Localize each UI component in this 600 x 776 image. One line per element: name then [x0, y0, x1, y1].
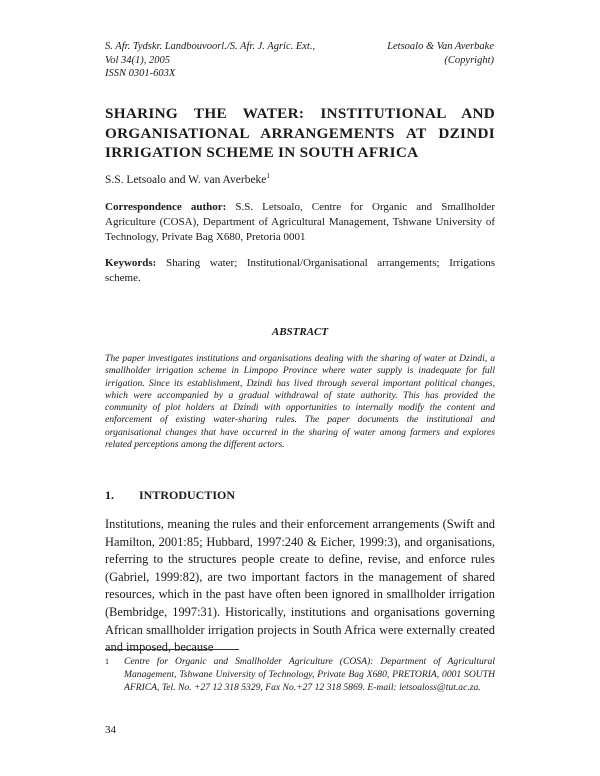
- keywords-label: Keywords:: [105, 257, 157, 269]
- footnote: [105, 655, 495, 694]
- footnote-mark: 1: [105, 657, 109, 666]
- author-footnote-mark: 1: [266, 172, 270, 180]
- keywords-block: [105, 256, 495, 286]
- author-names: S.S. Letsoalo and W. van Averbeke: [105, 173, 267, 186]
- introduction-paragraph: Institutions, meaning the rules and their enforcement arrangements (Swift and Hamilton, 2001:85; Hubbard, 1997:240 & Eicher, 1999:3), and organisations, referring to the structures people create to define, revise, and enforce rules (Gabriel, 1999:82), are two important factors in the management of shared resources, which in the past have often been ignored in smallholder irrigation (Bembridge, 1997:31). Historically, institutions and organisations governing African smallholder irrigation projects in South Africa were externally created and imposed, because: [105, 517, 495, 655]
- section-title: INTRODUCTION: [139, 488, 236, 502]
- author-line: [105, 172, 270, 186]
- correspondence-block: [105, 200, 495, 245]
- journal-issn: ISSN 0301-603X: [105, 68, 176, 79]
- authors-running-header: [334, 40, 494, 67]
- correspondence-text: S.S. Letsoalo, Centre for Organic and Smallholder Agriculture (COSA), Department of Agricultural Management, Tshwane University of Technology, Private Bag X680, Pretoria 0001: [105, 201, 495, 243]
- running-authors: Letsoalo & Van Averbake: [387, 41, 494, 52]
- abstract-text: The paper investigates institutions and organisations dealing with the sharing of water at Dzindi, a smallholder irrigation scheme in Limpopo Province where water supply is inadequate for full irrigation. Since its establishment, Dzindi has lived through several important political changes, which were accompanied by a gradual withdrawal of state authority. This has provided the community of plot holders at Dzindi with opportunities to internally modify the content and enforcement of existing water-sharing rules. The paper documents the institutional and organisational changes that have occurred in the sharing of water among farmers and explores related perceptions among the different actors.: [105, 353, 495, 451]
- abstract-heading: ABSTRACT: [271, 326, 329, 338]
- journal-name: S. Afr. Tydskr. Landbouvoorl./S. Afr. J. Agric. Ext.,: [105, 41, 316, 52]
- page-number: 34: [105, 724, 116, 736]
- correspondence-label: Correspondence author:: [105, 201, 227, 213]
- footnote-divider: [105, 649, 239, 650]
- copyright-note: (Copyright): [444, 54, 494, 66]
- section-number: 1.: [105, 488, 114, 502]
- footnote-text: Centre for Organic and Smallholder Agriculture (COSA): Department of Agricultural Management, Tshwane University of Technology, Private Bag X680, PRETORIA, 0001 SOUTH AFRICA, Tel. No. +27 12 318 5329, Fax No.+27 12 318 5869. E-mail: letsoaloss@tut.ac.za.: [124, 656, 495, 693]
- keywords-text: Sharing water; Institutional/Organisational arrangements; Irrigations scheme.: [105, 257, 496, 284]
- journal-citation-header: [105, 40, 365, 81]
- section-heading: [105, 488, 235, 503]
- paper-title: SHARING THE WATER: INSTITUTIONAL AND ORGANISATIONAL ARRANGEMENTS AT DZINDI IRRIGATION SCHEME IN SOUTH AFRICA: [105, 105, 495, 161]
- journal-volume: Vol 34(1), 2005: [105, 54, 171, 66]
